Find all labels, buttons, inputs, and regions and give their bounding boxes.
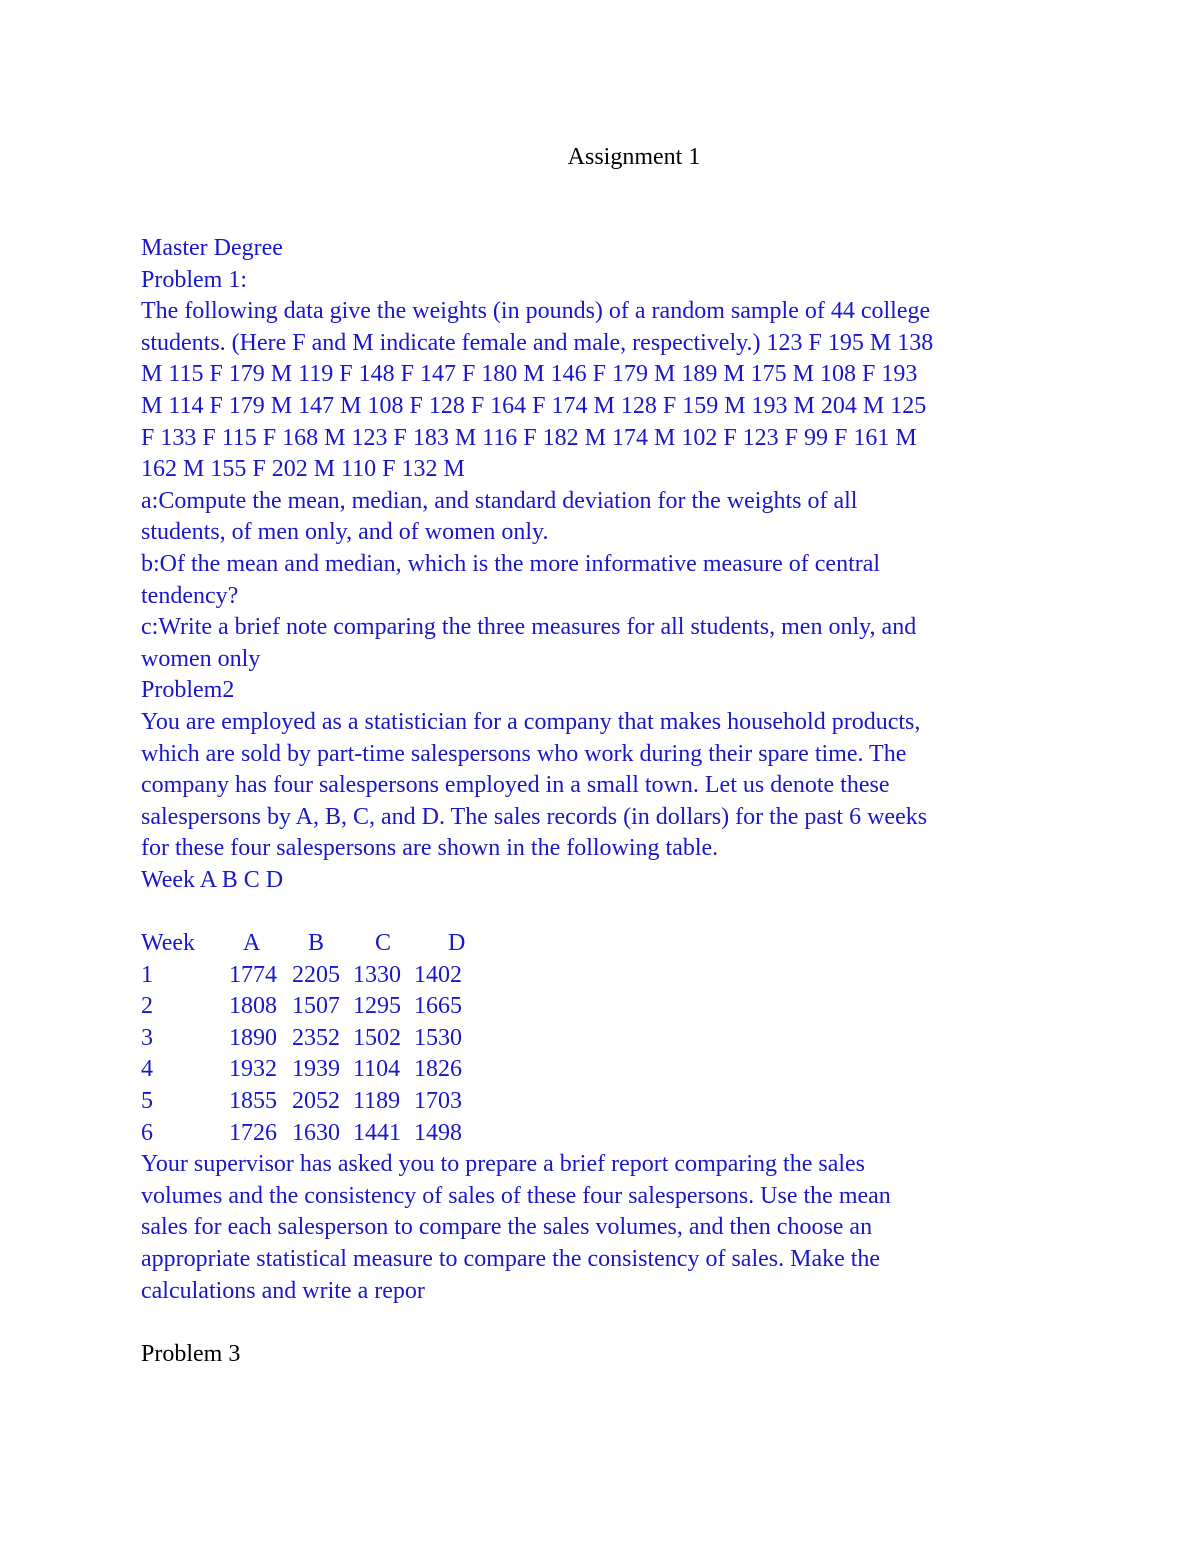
table-cell: 1498 <box>414 1119 462 1146</box>
table-cell: 1502 <box>353 1024 401 1051</box>
table-cell: 5 <box>141 1088 153 1115</box>
problem-2-line: You are employed as a statistician for a company that makes household products, <box>141 708 921 735</box>
problem-1-heading: Problem 1: <box>141 266 247 293</box>
table-cell: 2 <box>141 993 153 1020</box>
document-body <box>141 233 1051 1370</box>
table-cell: 1726 <box>229 1119 277 1146</box>
table-cell: 1855 <box>229 1088 277 1115</box>
table-cell: 1932 <box>229 1056 277 1083</box>
problem-2-closing-line: volumes and the consistency of sales of these four salespersons. Use the mean <box>141 1182 891 1209</box>
problem-2-line: which are sold by part-time salespersons who work during their spare time. The <box>141 740 907 767</box>
page-title: Assignment 1 <box>567 144 701 170</box>
table-cell: 1 <box>141 961 153 988</box>
table-cell: 1402 <box>414 961 462 988</box>
problem-1-line: M 115 F 179 M 119 F 148 F 147 F 180 M 146 F 179 M 189 M 175 M 108 F 193 <box>141 361 918 388</box>
table-cell: 1808 <box>229 993 277 1020</box>
table-header-cell: D <box>448 930 466 957</box>
table-cell: 1507 <box>292 993 340 1020</box>
table-cell: 4 <box>141 1056 153 1083</box>
problem-1-question-b: tendency? <box>141 582 239 609</box>
table-cell: 6 <box>141 1119 153 1146</box>
problem-2-closing-line: calculations and write a repor <box>141 1277 425 1304</box>
problem-1-question-c: women only <box>141 645 261 672</box>
problem-3-heading: Problem 3 <box>141 1340 241 1367</box>
table-header-cell: C <box>375 930 392 957</box>
problem-1-line: F 133 F 115 F 168 M 123 F 183 M 116 F 182 M 174 M 102 F 123 F 99 F 161 M <box>141 424 917 451</box>
table-cell: 1703 <box>414 1088 462 1115</box>
problem-1-question-a: students, of men only, and of women only. <box>141 519 549 546</box>
problem-2-line: salespersons by A, B, C, and D. The sales records (in dollars) for the past 6 weeks <box>141 803 928 830</box>
problem-1-question-b: b:Of the mean and median, which is the more informative measure of central <box>141 550 881 577</box>
table-row <box>141 1054 1051 1086</box>
problem-2-closing-line: Your supervisor has asked you to prepare a brief report comparing the sales <box>141 1151 866 1178</box>
table-cell: 1441 <box>353 1119 401 1146</box>
table-cell: 2052 <box>292 1088 340 1115</box>
table-cell: 1826 <box>414 1056 462 1083</box>
table-cell: 1295 <box>353 993 401 1020</box>
problem-1-line: 162 M 155 F 202 M 110 F 132 M <box>141 456 465 483</box>
problem-2-line: for these four salespersons are shown in the following table. <box>141 835 719 862</box>
table-cell: 2352 <box>292 1024 340 1051</box>
table-header-cell: Week <box>141 930 196 957</box>
table-row <box>141 991 1051 1023</box>
table-cell: 1939 <box>292 1056 340 1083</box>
table-header-cell: A <box>243 930 261 957</box>
table-cell: 1630 <box>292 1119 340 1146</box>
problem-2-line: company has four salespersons employed in a small town. Let us denote these <box>141 772 890 799</box>
problem-1-line: M 114 F 179 M 147 M 108 F 128 F 164 F 174 M 128 F 159 M 193 M 204 M 125 <box>141 392 927 419</box>
spacer <box>141 1307 1051 1339</box>
table-row <box>141 1118 1051 1150</box>
spacer <box>141 896 1051 928</box>
problem-1-question-a: a:Compute the mean, median, and standard deviation for the weights of all <box>141 487 858 514</box>
table-cell: 1665 <box>414 993 462 1020</box>
problem-2-closing-line: sales for each salesperson to compare the sales volumes, and then choose an <box>141 1214 873 1241</box>
table-cell: 1890 <box>229 1024 277 1051</box>
subtitle: Master Degree <box>141 235 283 261</box>
problem-1-line: The following data give the weights (in pounds) of a random sample of 44 college <box>141 298 931 325</box>
sales-table-header <box>141 928 1051 960</box>
table-cell: 1330 <box>353 961 401 988</box>
table-row <box>141 1023 1051 1055</box>
table-header-cell: B <box>308 930 325 957</box>
table-cell: 1774 <box>229 961 277 988</box>
table-cell: 1189 <box>353 1088 401 1115</box>
table-row <box>141 960 1051 992</box>
problem-1-line: students. (Here F and M indicate female and male, respectively.) 123 F 195 M 138 <box>141 329 934 356</box>
problem-2-heading: Problem2 <box>141 677 235 704</box>
table-cell: 1530 <box>414 1024 462 1051</box>
problem-1-question-c: c:Write a brief note comparing the three measures for all students, men only, and <box>141 614 917 641</box>
table-cell: 1104 <box>353 1056 401 1083</box>
table-cell: 2205 <box>292 961 340 988</box>
problem-2-line: Week A B C D <box>141 866 284 893</box>
problem-2-closing-line: appropriate statistical measure to compare the consistency of sales. Make the <box>141 1246 881 1272</box>
table-row <box>141 1086 1051 1118</box>
table-cell: 3 <box>141 1024 153 1051</box>
